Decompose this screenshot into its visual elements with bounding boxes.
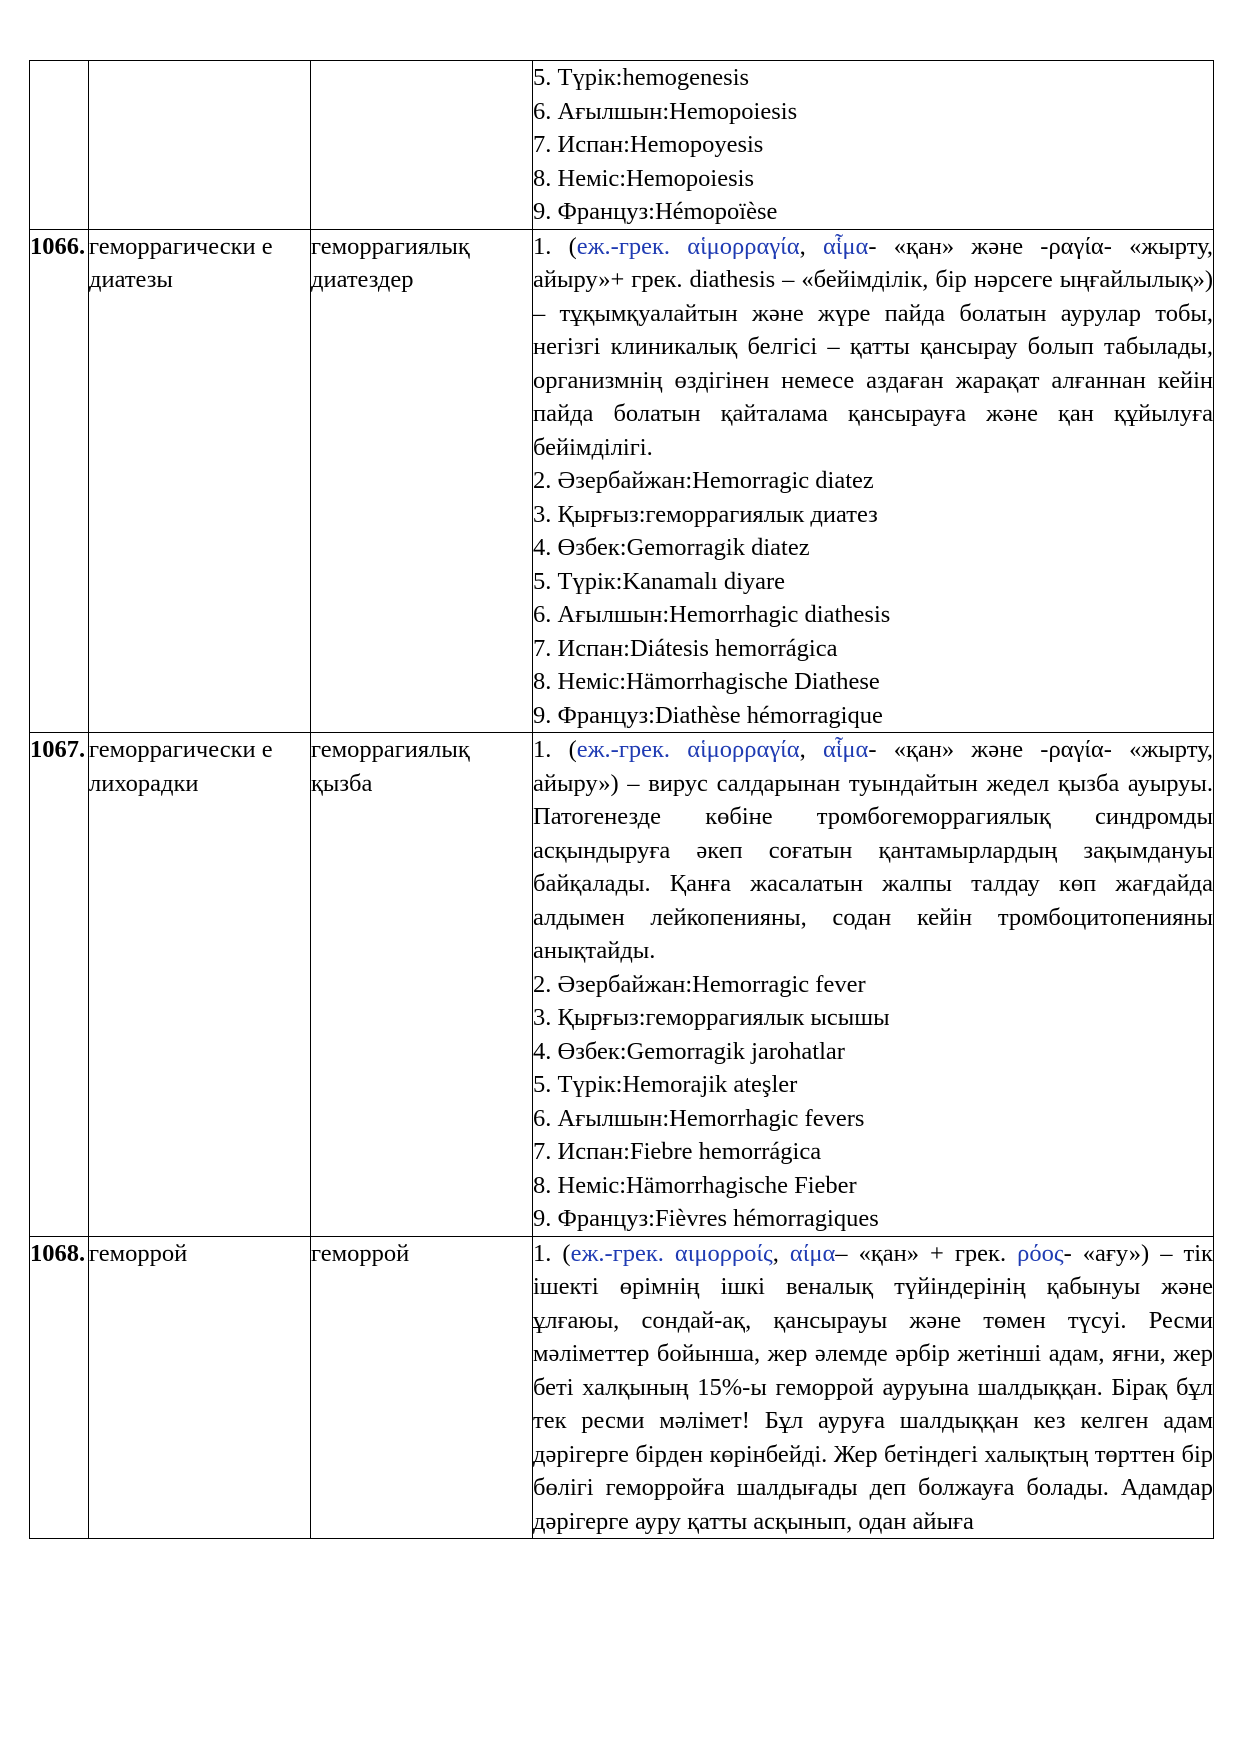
definition-text: 1. (еж.-грек. αιμορροίς, αίμα– «қан» + грек. ρόος- «ағу») – тік ішекті өрімнің ішкі веналық түйіндерінің қабынуы және ұлғаюы, сондай-ақ, қансырауы және төмен түсуі. Ресми мәліметтер бойынша, жер әлемде әрбір жетінші адам, яғни, жер беті халқының 15%-ы геморрой ауруына шалдыққан. Бірақ бұл тек ресми мәлімет! Бұл ауруға шалдыққан кез келген адам дәрігерге бірден көрінбейді. Жер бетіндегі халықтың төрттен бір бөлігі геморройға шалдығады деп болжауға болады. Адамдар дәрігерге ауру қатты асқынып, одан айыға bbox=[533, 1239, 1213, 1535]
russian-term bbox=[89, 61, 311, 230]
definition-cell bbox=[533, 61, 1214, 230]
translation-line: 6. Ағылшын:Hemorrhagic fevers bbox=[533, 1104, 865, 1132]
translation-line: 7. Испан:Fiebre hemorrágica bbox=[533, 1138, 822, 1165]
translation-line: 7. Испан:Hemopoyesis bbox=[533, 131, 764, 158]
russian-term: геморрой bbox=[89, 1236, 311, 1539]
definition-text: 1. (еж.-грек. αἱμορραγία, αἷμα- «қан» және -ραγία- «жырту, айыру») – вирус салдарынан туындайтын жедел қызба ауыруы. Патогенезде көбіне тромбогеморрагиялық синдромды асқындыруға әкеп соғатын қантамырлардың зақымдануы байқалады. Қанға жасалатын жалпы талдау көп жағдайда алдымен лейкопенияны, содан кейін тромбоцитопенияны анықтайды. bbox=[533, 736, 1213, 964]
translation-line: 3. Қырғыз:геморрагиялык диатез bbox=[533, 500, 878, 528]
translation-line: 2. Әзербайжан:Hemorragic fever bbox=[533, 970, 866, 998]
translation-line: 3. Қырғыз:геморрагиялык ысышы bbox=[533, 1004, 890, 1031]
translation-line: 5. Түрік:hemogenesis bbox=[533, 64, 750, 91]
translation-line: 9. Француз:Diathèse hémorragique bbox=[533, 701, 883, 729]
kazakh-term: геморрой bbox=[311, 1236, 533, 1539]
kazakh-term: геморрагиялық диатездер bbox=[311, 229, 533, 733]
table-row bbox=[30, 733, 1214, 1237]
translation-line: 5. Түрік:Hemorajik ateşler bbox=[533, 1071, 798, 1098]
translation-line: 9. Француз:Hémopoïèse bbox=[533, 198, 778, 225]
entry-number: 1067. bbox=[30, 733, 89, 1237]
translation-line: 9. Француз:Fièvres hémorragiques bbox=[533, 1205, 879, 1232]
entry-number: 1066. bbox=[30, 229, 89, 733]
dictionary-table bbox=[29, 60, 1214, 1539]
kazakh-term bbox=[311, 61, 533, 230]
etymology-root: αἷμα bbox=[822, 232, 869, 260]
definition-cell bbox=[533, 733, 1214, 1237]
translation-line: 8. Неміс:Hämorrhagische Fieber bbox=[533, 1171, 857, 1199]
table-row bbox=[30, 229, 1214, 733]
translation-line: 5. Түрік:Kanamalı diyare bbox=[533, 567, 786, 595]
table-row bbox=[30, 1236, 1214, 1539]
definition-cell bbox=[533, 1236, 1214, 1539]
translation-line: 2. Әзербайжан:Hemorragic diatez bbox=[533, 467, 874, 494]
translation-line: 4. Өзбек:Gemorragik jarohatlar bbox=[533, 1037, 845, 1065]
russian-term: геморрагически е лихорадки bbox=[89, 733, 311, 1237]
translation-line: 8. Неміс:Hemopoiesis bbox=[533, 164, 754, 192]
translation-line: 7. Испан:Diátesis hemorrágica bbox=[533, 634, 838, 662]
definition-text: 1. (еж.-грек. αἱμορραγία, αἷμα- «қан» және -ραγία- «жырту, айыру»+ грек. diathesis – «бейімділік, бір нәрсеге ыңғайлылық») – тұқымқуалайтын және жүре пайда болатын аурулар тобы, негізгі клиникалық белгісі – қатты қансырау болып табылады, организмнің өздігінен немесе аздаған жарақат алғаннан кейін пайда болатын қайталама қансырауға және қан құйылуға бейімділігі. bbox=[533, 232, 1213, 461]
etymology-root: αἷμα bbox=[822, 736, 869, 763]
translation-line: 4. Өзбек:Gemorragik diatez bbox=[533, 534, 810, 561]
etymology-source: еж.-грек. αἱμορραγία bbox=[576, 736, 800, 763]
table-row bbox=[30, 61, 1214, 230]
translation-line: 6. Ағылшын:Hemorrhagic diathesis bbox=[533, 601, 891, 628]
definition-cell bbox=[533, 229, 1214, 733]
etymology-source: еж.-грек. αἱμορραγία bbox=[576, 232, 800, 260]
etymology-source: еж.-грек. αιμορροίς bbox=[570, 1239, 773, 1267]
etymology-root: αίμα bbox=[789, 1239, 836, 1267]
russian-term: геморрагически е диатезы bbox=[89, 229, 311, 733]
translation-line: 8. Неміс:Hämorrhagische Diathese bbox=[533, 668, 880, 695]
entry-number bbox=[30, 61, 89, 230]
entry-number: 1068. bbox=[30, 1236, 89, 1539]
translation-line: 6. Ағылшын:Hemopoiesis bbox=[533, 97, 798, 125]
kazakh-term: геморрагиялық қызба bbox=[311, 733, 533, 1237]
etymology-extra: ρόος bbox=[1017, 1239, 1064, 1267]
